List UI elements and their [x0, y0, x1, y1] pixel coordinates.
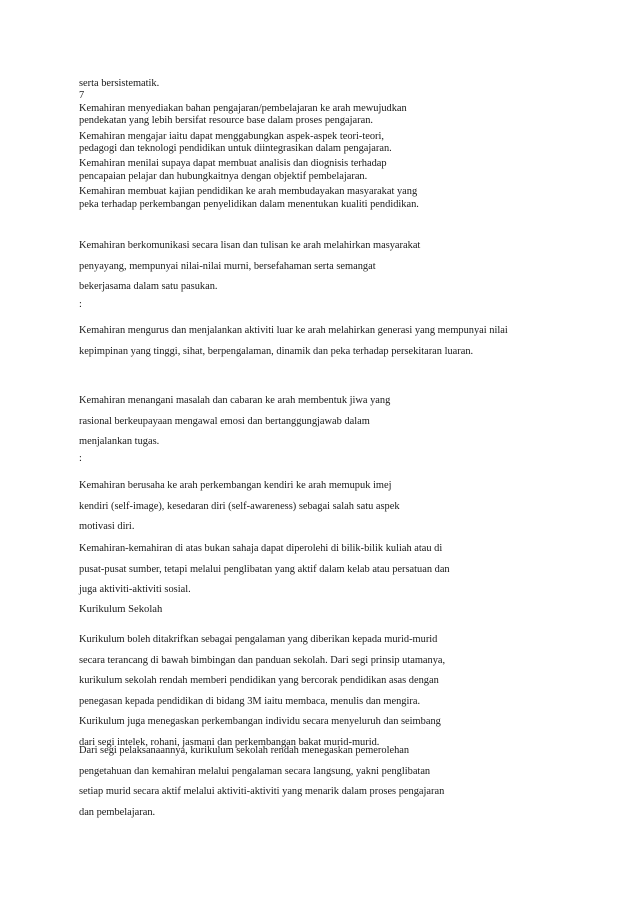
text-line: bekerjasama dalam satu pasukan. — [79, 281, 218, 292]
separator-text: : — [79, 299, 82, 310]
text-line: dari segi intelek, rohani, jasmani dan perkembangan bakat murid-murid. — [79, 736, 380, 748]
list-item-line: pendekatan yang lebih bersifat resource base dalam proses pengajaran. — [79, 115, 373, 127]
text-line: Kurikulum juga menegaskan perkembangan individu secara menyeluruh dan seimbang — [79, 716, 441, 727]
text-line: penyayang, mempunyai nilai-nilai murni, bersefahaman serta semangat — [79, 260, 376, 272]
paragraph-curriculum-implementation — [79, 741, 561, 823]
text-line: kepimpinan yang tinggi, sihat, berpengalaman, dinamik dan peka terhadap persekitaran luaran. — [79, 345, 474, 357]
list-item-line: Kemahiran membuat kajian pendidikan ke arah membudayakan masyarakat yang — [79, 186, 418, 198]
heading-text: Kurikulum Sekolah — [79, 604, 163, 615]
page-number: 7 — [79, 90, 85, 102]
paragraph-problem-handling — [79, 391, 561, 453]
text-line: juga aktiviti-aktiviti sosial. — [79, 584, 191, 595]
separator-mark — [79, 449, 561, 470]
text-line: rasional berkeupayaan mengawal emosi dan bertanggungjawab dalam — [79, 415, 370, 427]
text-line: dan pembelajaran. — [79, 806, 156, 818]
text-line: pusat-pusat sumber, tetapi melalui penglibatan yang aktif dalam kelab atau persatuan dan — [79, 563, 450, 575]
list-item-line: Kemahiran mengajar iaitu dapat menggabungkan aspek-aspek teori-teori, — [79, 130, 384, 142]
list-item-line: Kemahiran menilai supaya dapat membuat analisis dan diognisis terhadap — [79, 158, 387, 170]
text-line: Kemahiran-kemahiran di atas bukan sahaja dapat diperolehi di bilik-bilik kuliah atau di — [79, 543, 443, 554]
list-item-line: pencapaian pelajar dan hubungkaitnya dengan objektif pembelajaran. — [79, 170, 368, 182]
text-line: Kemahiran berusaha ke arah perkembangan kendiri ke arah memupuk imej — [79, 480, 392, 491]
paragraph-communication — [79, 236, 561, 298]
list-item-line: Kemahiran menyediakan bahan pengajaran/pembelajaran ke arah mewujudkan — [79, 102, 407, 114]
text-line: setiap murid secara aktif melalui aktiviti-aktiviti yang menarik dalam proses pengajaran — [79, 786, 445, 797]
text-line: kendiri (self-image), kesedaran diri (self-awareness) sebagai salah satu aspek — [79, 500, 400, 512]
text-line: Kurikulum boleh ditakrifkan sebagai pengalaman yang diberikan kepada murid-murid — [79, 634, 438, 645]
separator-text: : — [79, 453, 82, 464]
list-item-line: pedagogi dan teknologi pendidikan untuk diintegrasikan dalam pengajaran. — [79, 143, 392, 155]
text-line: penegasan kepada pendidikan di bidang 3M iaitu membaca, menulis dan mengira. — [79, 695, 421, 707]
paragraph-skills-summary — [79, 539, 561, 601]
text-line: Kemahiran berkomunikasi secara lisan dan tulisan ke arah melahirkan masyarakat — [79, 240, 421, 251]
text-line: motivasi diri. — [79, 521, 135, 532]
text-line: pengetahuan dan kemahiran melalui pengalaman secara langsung, yakni penglibatan — [79, 765, 431, 777]
text-line: menjalankan tugas. — [79, 436, 160, 447]
separator-mark — [79, 295, 561, 316]
text-line: Kemahiran menangani masalah dan cabaran ke arah membentuk jiwa yang — [79, 395, 391, 406]
text-line: secara terancang di bawah bimbingan dan panduan sekolah. Dari segi prinsip utamanya, — [79, 654, 446, 666]
text-line: Dari segi pelaksanaannya, kurikulum sekolah rendah menegaskan pemerolehan — [79, 745, 410, 756]
paragraph-self-development — [79, 476, 561, 538]
text-line: kurikulum sekolah rendah memberi pendidikan yang bercorak pendidikan asas dengan — [79, 675, 439, 686]
paragraph-curriculum-definition — [79, 630, 561, 753]
text-line: serta bersistematik. — [79, 78, 160, 89]
section-heading — [79, 603, 561, 617]
competency-list — [79, 78, 561, 211]
list-item-line: peka terhadap perkembangan penyelidikan dalam menentukan kualiti pendidikan. — [79, 198, 419, 210]
paragraph-management — [79, 321, 561, 362]
text-line: Kemahiran mengurus dan menjalankan aktiviti luar ke arah melahirkan generasi yang mempunyai nilai — [79, 325, 508, 336]
